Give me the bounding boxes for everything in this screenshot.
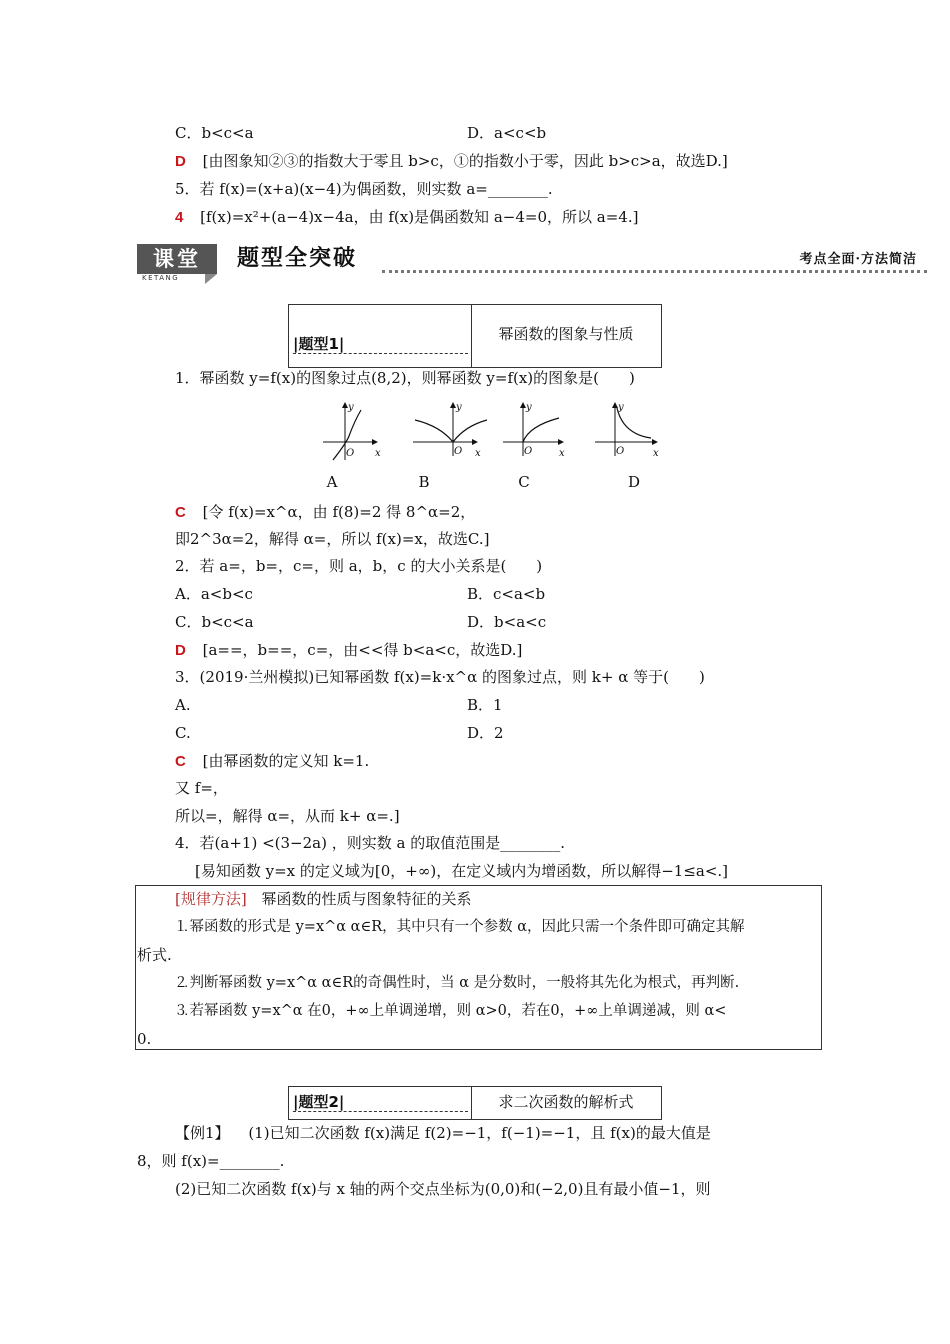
option-b: B．1	[467, 696, 503, 714]
method-summary-heading	[175, 889, 472, 909]
origin-label-d: O	[616, 446, 625, 457]
example-1	[175, 1123, 711, 1143]
graph-c	[503, 403, 563, 456]
axis-x-label-d: x	[653, 448, 659, 459]
axis-x-label-a: x	[375, 448, 381, 459]
answer-line	[175, 751, 369, 772]
question-5: 5．若 f(x)=(x+a)(x−4)为偶函数，则实数 a=________.	[175, 180, 553, 198]
option-d: D．2	[467, 724, 504, 742]
topic-tag: |题型2|	[293, 1093, 345, 1111]
question-4: 4．若(a+1) <(3−2a) ，则实数 a 的取值范围是________.	[175, 834, 565, 852]
method-tag: [规律方法]	[175, 890, 247, 908]
answer-text: [由图象知②③的指数大于零且 b>c，①的指数小于零，因此 b>c>a，故选D.]	[202, 152, 728, 170]
answer-text: [易知函数 y=x 的定义域为[0，+∞)，在定义域内为增函数，所以解得−1≤a<.]	[195, 862, 729, 880]
topic-box	[288, 304, 662, 368]
answer-key: 4	[175, 209, 184, 226]
method-title: 幂函数的性质与图象特征的关系	[261, 890, 472, 908]
banner-label: 课堂	[137, 244, 217, 274]
question-1: 1．幂函数 y=f(x)的图象过点(8,2)，则幂函数 y=f(x)的图象是( )	[175, 369, 635, 387]
axis-x-label-b: x	[475, 448, 481, 459]
banner-decoration	[205, 274, 217, 284]
question-3: 3．(2019·兰州模拟)已知幂函数 f(x)=k·x^α 的图象过点，则 k+ α 等于( )	[175, 668, 705, 686]
example-tag: 【例1】	[175, 1124, 230, 1142]
answer-text-cont: 又 f=，	[175, 779, 228, 797]
answer-line	[175, 502, 475, 523]
axis-y-label-a: y	[348, 402, 354, 413]
example-part-2: (2)已知二次函数 f(x)与 x 轴的两个交点坐标为(0,0)和(−2,0)且有最小值−1，则	[175, 1180, 711, 1198]
option-d: D．b<a<c	[467, 613, 547, 631]
origin-label-b: O	[454, 446, 463, 457]
graph-label-d: D	[627, 473, 641, 491]
option-d: D．a<c<b	[467, 124, 547, 142]
banner-motto: 考点全面·方法简洁	[799, 252, 917, 267]
graph-label-b: B	[418, 473, 430, 491]
banner-title: 题型全突破	[237, 246, 358, 271]
option-b: B．c<a<b	[467, 585, 546, 603]
banner-divider	[382, 270, 927, 273]
method-item-3-cont: 0.	[137, 1030, 152, 1048]
answer-key: C	[175, 504, 186, 521]
answer-line	[175, 640, 522, 661]
section-banner	[137, 244, 927, 284]
answer-text-cont: 即2^3α=2，解得 α=，所以 f(x)=x，故选C.]	[175, 530, 490, 548]
graph-label-a: A	[326, 473, 338, 491]
method-item-3: ⒊若幂函数 y=x^α 在0，+∞上单调递增，则 α>0，若在0，+∞上单调递减，则 α<	[175, 1003, 727, 1019]
option-c: C．b<c<a	[175, 124, 254, 142]
answer-key: C	[175, 753, 186, 770]
method-item-2: ⒉判断幂函数 y=x^α α∈R的奇偶性时，当 α 是分数时，一般将其先化为根式，再判断.	[175, 975, 740, 991]
method-summary-box	[135, 885, 822, 1050]
answer-text: [a==，b==，c=，由<<得 b<a<c，故选D.]	[202, 641, 523, 659]
answer-line	[175, 207, 638, 228]
origin-label-a: O	[346, 448, 355, 459]
answer-key: D	[175, 642, 186, 659]
topic-tag-underline	[293, 353, 468, 354]
axis-y-label-d: y	[618, 402, 624, 413]
answer-text: [f(x)=x²+(a−4)x−4a，由 f(x)是偶函数知 a−4=0，所以 a=4.]	[200, 208, 639, 226]
topic-tag-underline	[293, 1111, 468, 1112]
origin-label-c: O	[524, 446, 533, 457]
option-a: A.	[175, 696, 191, 714]
topic-title: 求二次函数的解析式	[498, 1093, 634, 1111]
question-2: 2．若 a=，b=，c=，则 a，b，c 的大小关系是( )	[175, 557, 543, 575]
method-item-1: ⒈幂函数的形式是 y=x^α α∈R，其中只有一个参数 α，因此只需一个条件即可确定其解	[175, 919, 745, 935]
answer-line	[175, 151, 728, 172]
option-c: C.	[175, 724, 191, 742]
axis-x-label-c: x	[559, 448, 565, 459]
option-a: A．a<b<c	[175, 585, 253, 603]
banner-sublabel: KETANG	[142, 274, 180, 282]
axis-y-label-b: y	[456, 402, 462, 413]
topic-box	[288, 1086, 662, 1120]
power-function-graphs	[315, 398, 675, 463]
example-part-1: (1)已知二次函数 f(x)满足 f(2)=−1，f(−1)=−1，且 f(x)的最大值是	[248, 1124, 711, 1142]
method-item-1-cont: 析式.	[137, 946, 172, 964]
axis-y-label-c: y	[526, 402, 532, 413]
answer-text: [令 f(x)=x^α，由 f(8)=2 得 8^α=2，	[202, 503, 476, 521]
answer-text-cont: 所以=，解得 α=，从而 k+ α=.]	[175, 807, 400, 825]
topic-tag: |题型1|	[293, 335, 345, 353]
example-part-1-cont: 8，则 f(x)=________.	[137, 1152, 285, 1170]
option-c: C．b<c<a	[175, 613, 254, 631]
answer-key: D	[175, 153, 186, 170]
topic-title: 幂函数的图象与性质	[498, 325, 634, 343]
graph-d	[595, 403, 657, 456]
graph-label-c: C	[518, 473, 530, 491]
answer-text: [由幂函数的定义知 k=1.	[202, 752, 370, 770]
